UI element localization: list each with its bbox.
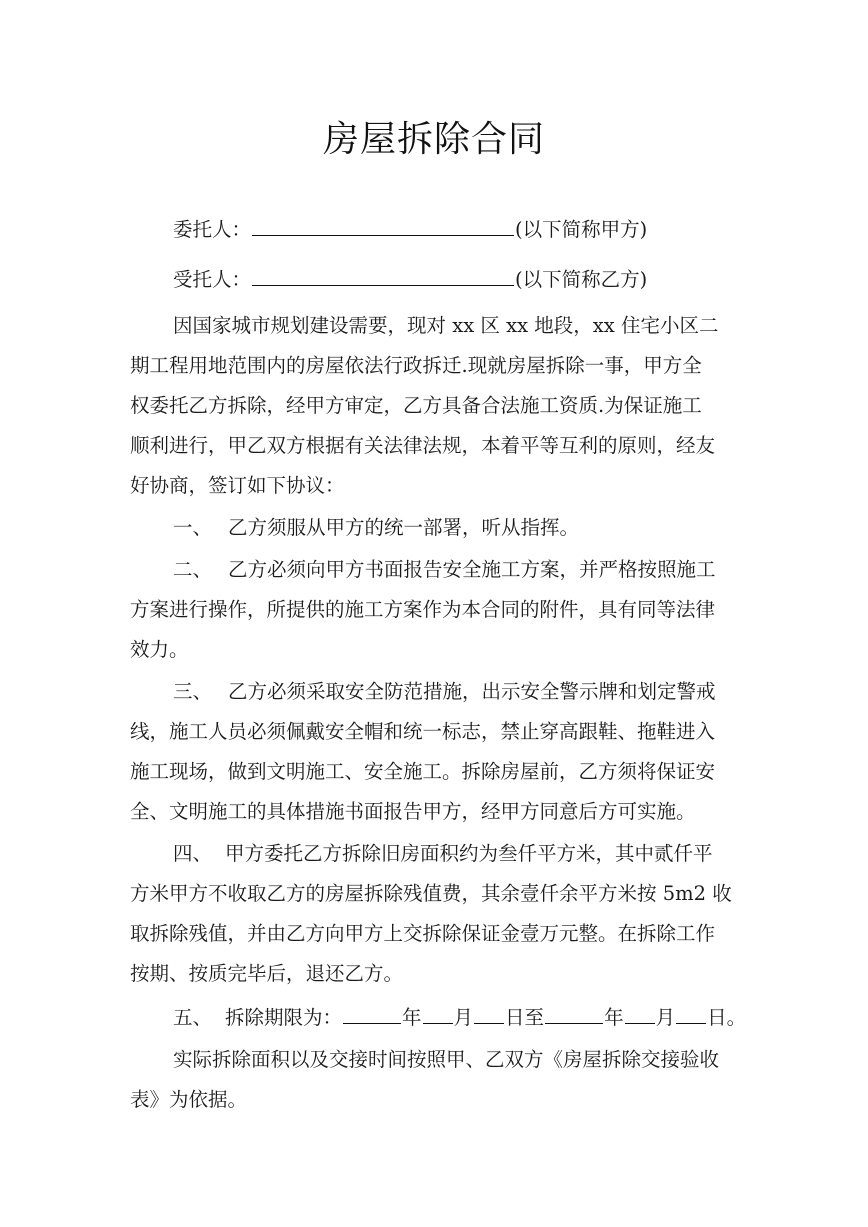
principal-blank[interactable] bbox=[252, 215, 514, 236]
end-month-blank[interactable] bbox=[625, 1003, 655, 1024]
clause-4-line: 方米甲方不收取乙方的房屋拆除残值费，其余壹仟余平方米按 5m2 收 bbox=[130, 882, 732, 905]
start-year-blank[interactable] bbox=[343, 1003, 401, 1024]
start-month-blank[interactable] bbox=[423, 1003, 453, 1024]
clause-3-line: 施工现场，做到文明施工、安全施工。拆除房屋前，乙方须将保证安 bbox=[130, 760, 716, 783]
start-day-blank[interactable] bbox=[474, 1003, 504, 1024]
agent-suffix: (以下简称乙方) bbox=[515, 268, 648, 291]
intro-line: 顺利进行，甲乙双方根据有关法律法规，本着平等互利的原则，经友 bbox=[130, 434, 716, 457]
day-to-label: 日至 bbox=[505, 1006, 545, 1029]
principal-line bbox=[130, 210, 783, 250]
clause-number: 三、 bbox=[173, 680, 213, 703]
clause-number: 四、 bbox=[173, 842, 213, 865]
clause-5 bbox=[130, 998, 783, 1038]
clause-number: 二、 bbox=[173, 558, 213, 581]
principal-label: 委托人： bbox=[173, 218, 252, 241]
agent-blank[interactable] bbox=[252, 265, 514, 286]
clause-text: 甲方委托乙方拆除旧房面积约为叁仟平方米，其中贰仟平 bbox=[225, 842, 713, 865]
end-day-blank[interactable] bbox=[676, 1003, 706, 1024]
year-label: 年 bbox=[402, 1006, 422, 1029]
year-label: 年 bbox=[604, 1006, 624, 1029]
document-title: 房屋拆除合同 bbox=[322, 119, 545, 160]
intro-line: 权委托乙方拆除，经甲方审定，乙方具备合法施工资质.为保证施工 bbox=[130, 394, 702, 417]
clause-text: 乙方须服从甲方的统一部署，听从指挥。 bbox=[228, 516, 580, 539]
clause-text: 乙方必须向甲方书面报告安全施工方案，并严格按照施工 bbox=[228, 558, 716, 581]
closing-line: 实际拆除面积以及交接时间按照甲、乙双方《房屋拆除交接验收 bbox=[173, 1048, 720, 1071]
clause-3 bbox=[130, 672, 783, 712]
month-label: 月 bbox=[655, 1006, 676, 1029]
clause-text: 乙方必须采取安全防范措施，出示安全警示牌和划定警戒 bbox=[228, 680, 716, 703]
clause-4-line: 取拆除残值，并由乙方向甲方上交拆除保证金壹万元整。在拆除工作 bbox=[130, 922, 716, 945]
intro-line: 因国家城市规划建设需要，现对 xx 区 xx 地段，xx 住宅小区二 bbox=[173, 314, 719, 337]
closing-line: 表》为依据。 bbox=[130, 1088, 248, 1111]
principal-suffix: (以下简称甲方) bbox=[515, 218, 648, 241]
clause-2-line: 效力。 bbox=[130, 638, 189, 661]
month-label: 月 bbox=[453, 1006, 474, 1029]
clause-number: 五、 bbox=[173, 1006, 213, 1029]
end-year-blank[interactable] bbox=[545, 1003, 603, 1024]
clause-2-line: 方案进行操作，所提供的施工方案作为本合同的附件，具有同等法律 bbox=[130, 598, 716, 621]
intro-line: 期工程用地范围内的房屋依法行政拆迁.现就房屋拆除一事，甲方全 bbox=[130, 354, 702, 377]
clause-1 bbox=[130, 508, 783, 548]
day-end-label: 日。 bbox=[707, 1006, 747, 1029]
clause-4-line: 按期、按质完毕后，退还乙方。 bbox=[130, 962, 404, 985]
clause-3-line: 线，施工人员必须佩戴安全帽和统一标志，禁止穿高跟鞋、拖鞋进入 bbox=[130, 720, 716, 743]
intro-line: 好协商，签订如下协议： bbox=[130, 474, 345, 497]
clause-5-label: 拆除期限为： bbox=[225, 1006, 343, 1029]
agent-label: 受托人： bbox=[173, 268, 252, 291]
clause-number: 一、 bbox=[173, 516, 213, 539]
agent-line bbox=[130, 260, 783, 300]
clause-2 bbox=[130, 550, 783, 590]
clause-3-line: 全、文明施工的具体措施书面报告甲方，经甲方同意后方可实施。 bbox=[130, 800, 696, 823]
clause-4 bbox=[130, 834, 783, 874]
